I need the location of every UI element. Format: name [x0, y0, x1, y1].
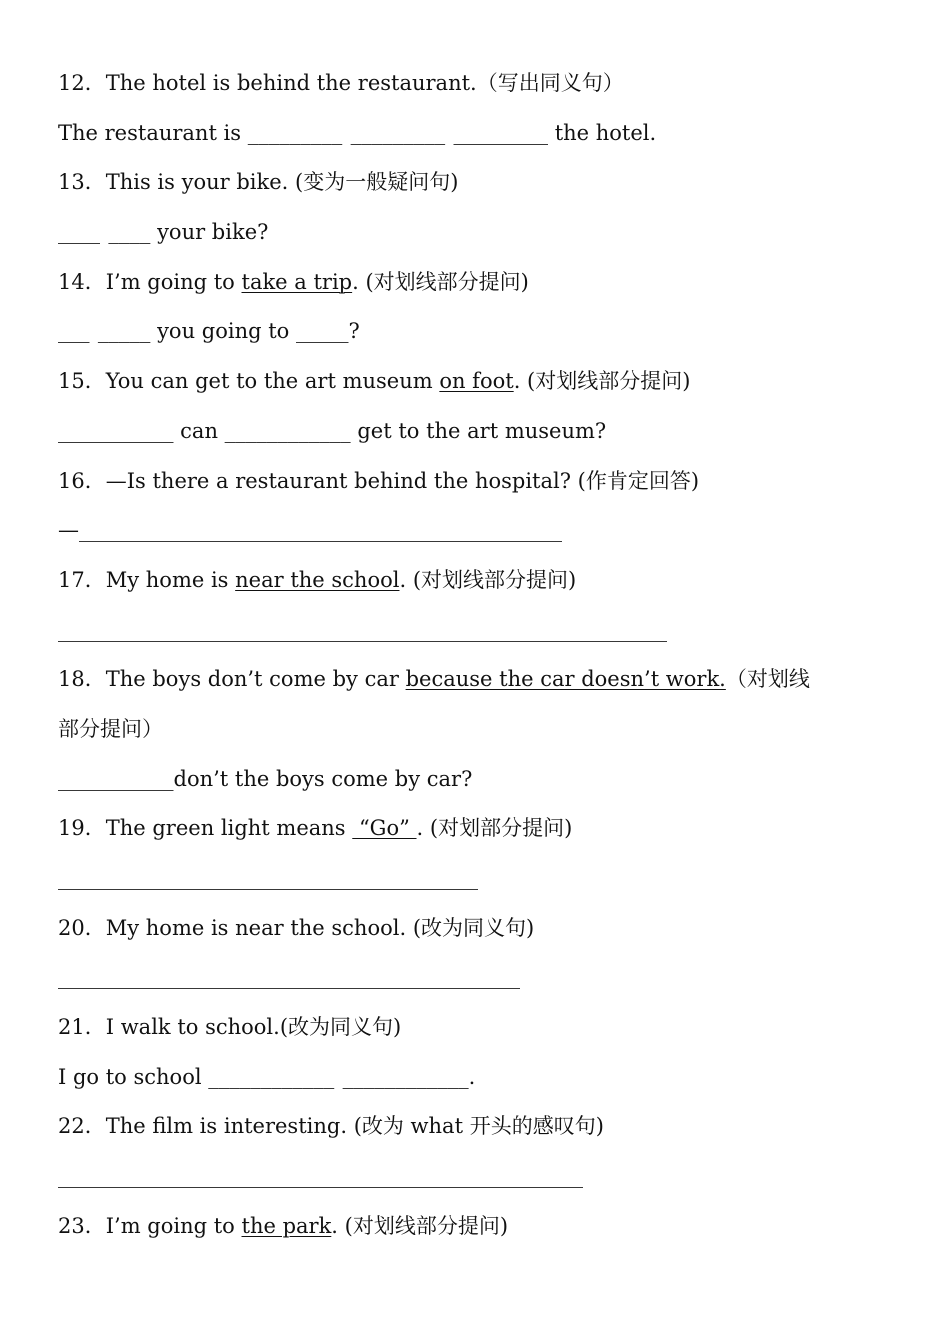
answer-line-14 [58, 307, 938, 357]
answer-line-16 [58, 506, 938, 556]
answer-line-19 [58, 854, 938, 904]
question-text: The green light means [105, 816, 353, 841]
instruction: (对划线部分提问) [344, 1213, 509, 1238]
question-number: 21． [58, 1015, 106, 1040]
question-text: The hotel is behind the restaurant. [105, 71, 477, 95]
question-20 [58, 904, 938, 954]
question-number: 22． [58, 1114, 106, 1139]
question-number: 13． [58, 170, 106, 195]
answer-blank: ______________________________________________ [79, 518, 562, 543]
question-number: 20． [58, 915, 106, 940]
instruction: 部分提问） [58, 716, 163, 741]
answer-blank: ____ [108, 220, 151, 245]
answer-text: ? [348, 319, 360, 344]
question-text: I’m going to [105, 269, 242, 294]
underlined-phrase: on foot [439, 369, 514, 394]
instruction: (改为 what 开头的感叹句) [353, 1114, 604, 1139]
instruction: （写出同义句） [476, 71, 624, 95]
question-18-continued [58, 705, 938, 755]
answer-line-18 [58, 755, 938, 805]
answer-text: I go to school [58, 1064, 209, 1089]
question-text: You can get to the art museum [105, 369, 440, 394]
answer-blank: ____________________________________________ [58, 965, 520, 990]
instruction: (对划部分提问) [429, 816, 573, 841]
underlined-phrase: because the car doesn’t work. [405, 667, 726, 692]
instruction: (改为同义句) [412, 915, 535, 940]
question-12 [58, 59, 938, 109]
answer-blank: ____________ [208, 1064, 335, 1089]
underlined-phrase: “Go” [352, 816, 417, 841]
answer-line-12 [58, 109, 938, 159]
question-number: 14． [58, 269, 106, 294]
question-text: . [352, 269, 366, 294]
instruction: (对划线部分提问) [412, 567, 577, 592]
answer-blank: _________ [247, 120, 343, 145]
answer-blank: _________ [350, 120, 446, 145]
answer-text: the hotel. [548, 120, 657, 145]
answer-line-17 [58, 606, 938, 656]
answer-blank: ___________ [58, 418, 174, 443]
question-text: . [399, 567, 413, 592]
question-17 [58, 556, 938, 606]
question-text: I’m going to [105, 1213, 242, 1238]
answer-blank: ____________ [342, 1064, 469, 1089]
answer-text: get to the art museum? [350, 418, 607, 443]
answer-text: you going to [150, 319, 296, 344]
instruction: (变为一般疑问句) [295, 170, 459, 195]
question-21 [58, 1003, 938, 1053]
answer-blank: __________________________________________________ [58, 1164, 583, 1189]
question-number: 18． [58, 667, 106, 692]
instruction: (对划线部分提问) [365, 269, 529, 294]
question-text: The film is interesting. [105, 1114, 354, 1139]
question-number: 23． [58, 1213, 106, 1238]
answer-line-13 [58, 208, 938, 258]
answer-line-22 [58, 1152, 938, 1202]
answer-blank: ____________ [224, 418, 351, 443]
question-text: The boys don’t come by car [105, 667, 406, 692]
answer-line-15 [58, 407, 938, 457]
answer-text: your bike? [150, 220, 269, 245]
question-text: This is your bike. [105, 170, 296, 195]
question-13 [58, 158, 938, 208]
answer-text: . [468, 1064, 476, 1089]
answer-text: — [58, 518, 79, 543]
answer-blank: ___________ [58, 766, 174, 791]
question-14 [58, 258, 938, 308]
answer-blank: ________________________________________ [58, 866, 478, 890]
question-23 [58, 1202, 938, 1252]
answer-blank: _____ [97, 319, 151, 344]
answer-line-20 [58, 953, 938, 1003]
question-text: I walk to school. [105, 1015, 280, 1040]
question-text: My home is [105, 567, 236, 592]
question-22 [58, 1102, 938, 1152]
question-number: 12． [58, 71, 106, 95]
question-text: My home is near the school. [105, 915, 413, 940]
answer-blank: _____ [295, 319, 349, 344]
answer-blank: _________ [453, 120, 549, 145]
underlined-phrase: near the school [235, 567, 400, 592]
answer-blank: ___ [58, 319, 90, 344]
question-19 [58, 804, 938, 854]
answer-text: don’t the boys come by car? [173, 766, 473, 791]
answer-text: can [173, 418, 225, 443]
question-16 [58, 457, 938, 507]
question-number: 16． [58, 468, 106, 493]
question-18 [58, 655, 938, 705]
question-text: —Is there a restaurant behind the hospital? [105, 468, 578, 493]
question-text: . [416, 816, 430, 841]
question-number: 19． [58, 816, 106, 841]
question-15 [58, 357, 938, 407]
underlined-phrase: take a trip [241, 269, 353, 294]
underlined-phrase: the park [241, 1213, 332, 1238]
instruction: (对划线部分提问) [527, 369, 691, 394]
instruction: （对划线 [725, 667, 810, 692]
worksheet-page [58, 59, 938, 1252]
answer-line-21 [58, 1053, 938, 1103]
instruction: (改为同义句) [279, 1015, 402, 1040]
question-number: 15． [58, 369, 106, 394]
question-text: . [331, 1213, 345, 1238]
answer-text: The restaurant is [58, 120, 248, 145]
question-number: 17． [58, 567, 106, 592]
question-text: . [513, 369, 528, 394]
answer-blank: __________________________________________________________ [58, 617, 667, 642]
answer-blank: ____ [58, 220, 100, 245]
instruction: (作肯定回答) [577, 468, 700, 493]
